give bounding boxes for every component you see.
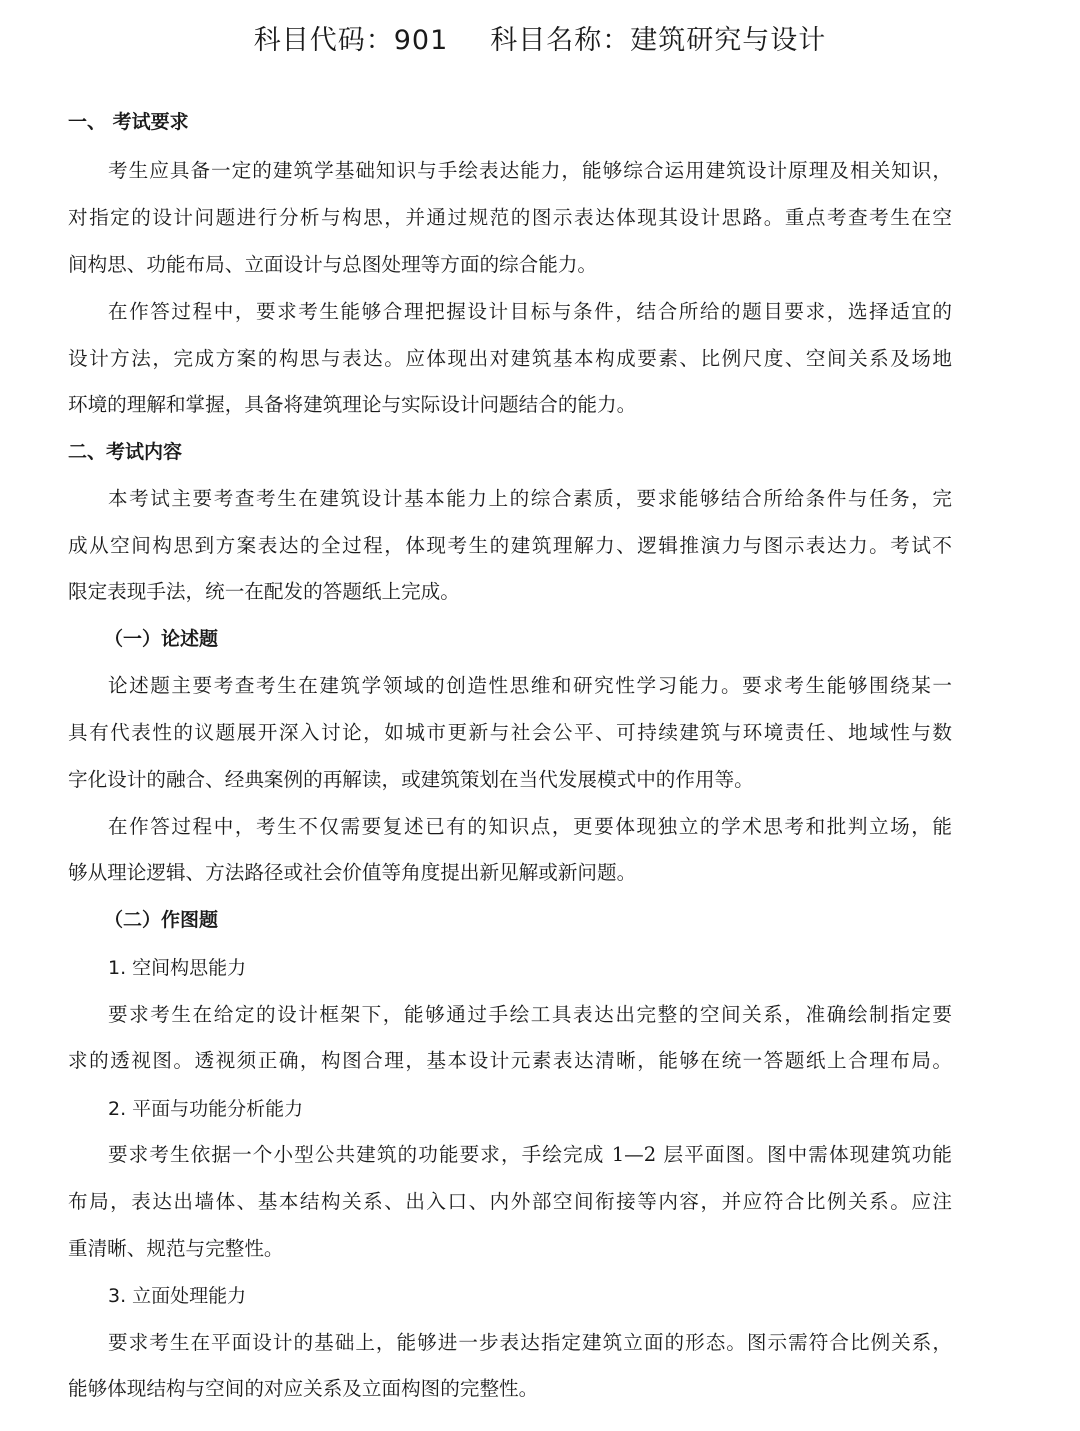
- paragraph-line: 求的透视图。透视须正确，构图合理，基本设计元素表达清晰，能够在统一答题纸上合理布局。: [68, 1049, 952, 1072]
- item-3-heading: 3. 立面处理能力: [108, 1285, 247, 1307]
- subsection-1-heading: （一）论述题: [104, 628, 219, 650]
- paragraph-line: 具有代表性的议题展开深入讨论，如城市更新与社会公平、可持续建筑与环境责任、地域性与数: [68, 721, 952, 744]
- paragraph-line: 能够体现结构与空间的对应关系及立面构图的完整性。: [68, 1377, 539, 1400]
- section-2-heading: 二、考试内容: [68, 441, 183, 463]
- item-1-heading: 1. 空间构思能力: [108, 957, 247, 979]
- paragraph-line: 字化设计的融合、经典案例的再解读，或建筑策划在当代发展模式中的作用等。: [68, 768, 754, 791]
- subject-name: 科目名称：建筑研究与设计: [490, 25, 827, 56]
- subsection-2-heading: （二）作图题: [104, 909, 219, 931]
- paragraph-line: 在作答过程中，要求考生能够合理把握设计目标与条件，结合所给的题目要求，选择适宜的: [108, 300, 952, 323]
- page-title: [0, 18, 1080, 57]
- paragraph-line: 够从理论逻辑、方法路径或社会价值等角度提出新见解或新问题。: [68, 861, 637, 884]
- section-1-heading: 一、 考试要求: [68, 111, 189, 133]
- paragraph-line: 布局，表达出墙体、基本结构关系、出入口、内外部空间衔接等内容，并应符合比例关系。应注: [68, 1190, 952, 1213]
- paragraph-line: 间构思、功能布局、立面设计与总图处理等方面的综合能力。: [68, 253, 598, 276]
- paragraph-line: 在作答过程中，考生不仅需要复述已有的知识点，更要体现独立的学术思考和批判立场，能: [108, 815, 952, 838]
- paragraph-line: 论述题主要考查考生在建筑学领域的创造性思维和研究性学习能力。要求考生能够围绕某一: [108, 674, 952, 697]
- subject-code: 科目代码：901: [253, 25, 449, 56]
- paragraph-line: 设计方法，完成方案的构思与表达。应体现出对建筑基本构成要素、比例尺度、空间关系及场地: [68, 347, 952, 370]
- paragraph-line: 重清晰、规范与完整性。: [68, 1237, 284, 1260]
- paragraph-line: 本考试主要考查考生在建筑设计基本能力上的综合素质，要求能够结合所给条件与任务，完: [108, 487, 952, 510]
- paragraph-line: 要求考生依据一个小型公共建筑的功能要求，手绘完成 1—2 层平面图。图中需体现建筑功能: [108, 1143, 952, 1166]
- paragraph-line: 考生应具备一定的建筑学基础知识与手绘表达能力，能够综合运用建筑设计原理及相关知识，: [108, 159, 952, 182]
- paragraph-line: 成从空间构思到方案表达的全过程，体现考生的建筑理解力、逻辑推演力与图示表达力。考试不: [68, 534, 952, 557]
- paragraph-line: 环境的理解和掌握，具备将建筑理论与实际设计问题结合的能力。: [68, 393, 637, 416]
- paragraph-line: 要求考生在给定的设计框架下，能够通过手绘工具表达出完整的空间关系，准确绘制指定要: [108, 1003, 952, 1026]
- paragraph-line: 要求考生在平面设计的基础上，能够进一步表达指定建筑立面的形态。图示需符合比例关系，: [108, 1331, 952, 1354]
- item-2-heading: 2. 平面与功能分析能力: [108, 1098, 304, 1120]
- paragraph-line: 限定表现手法，统一在配发的答题纸上完成。: [68, 580, 460, 603]
- paragraph-line: 对指定的设计问题进行分析与构思，并通过规范的图示表达体现其设计思路。重点考查考生在空: [68, 206, 952, 229]
